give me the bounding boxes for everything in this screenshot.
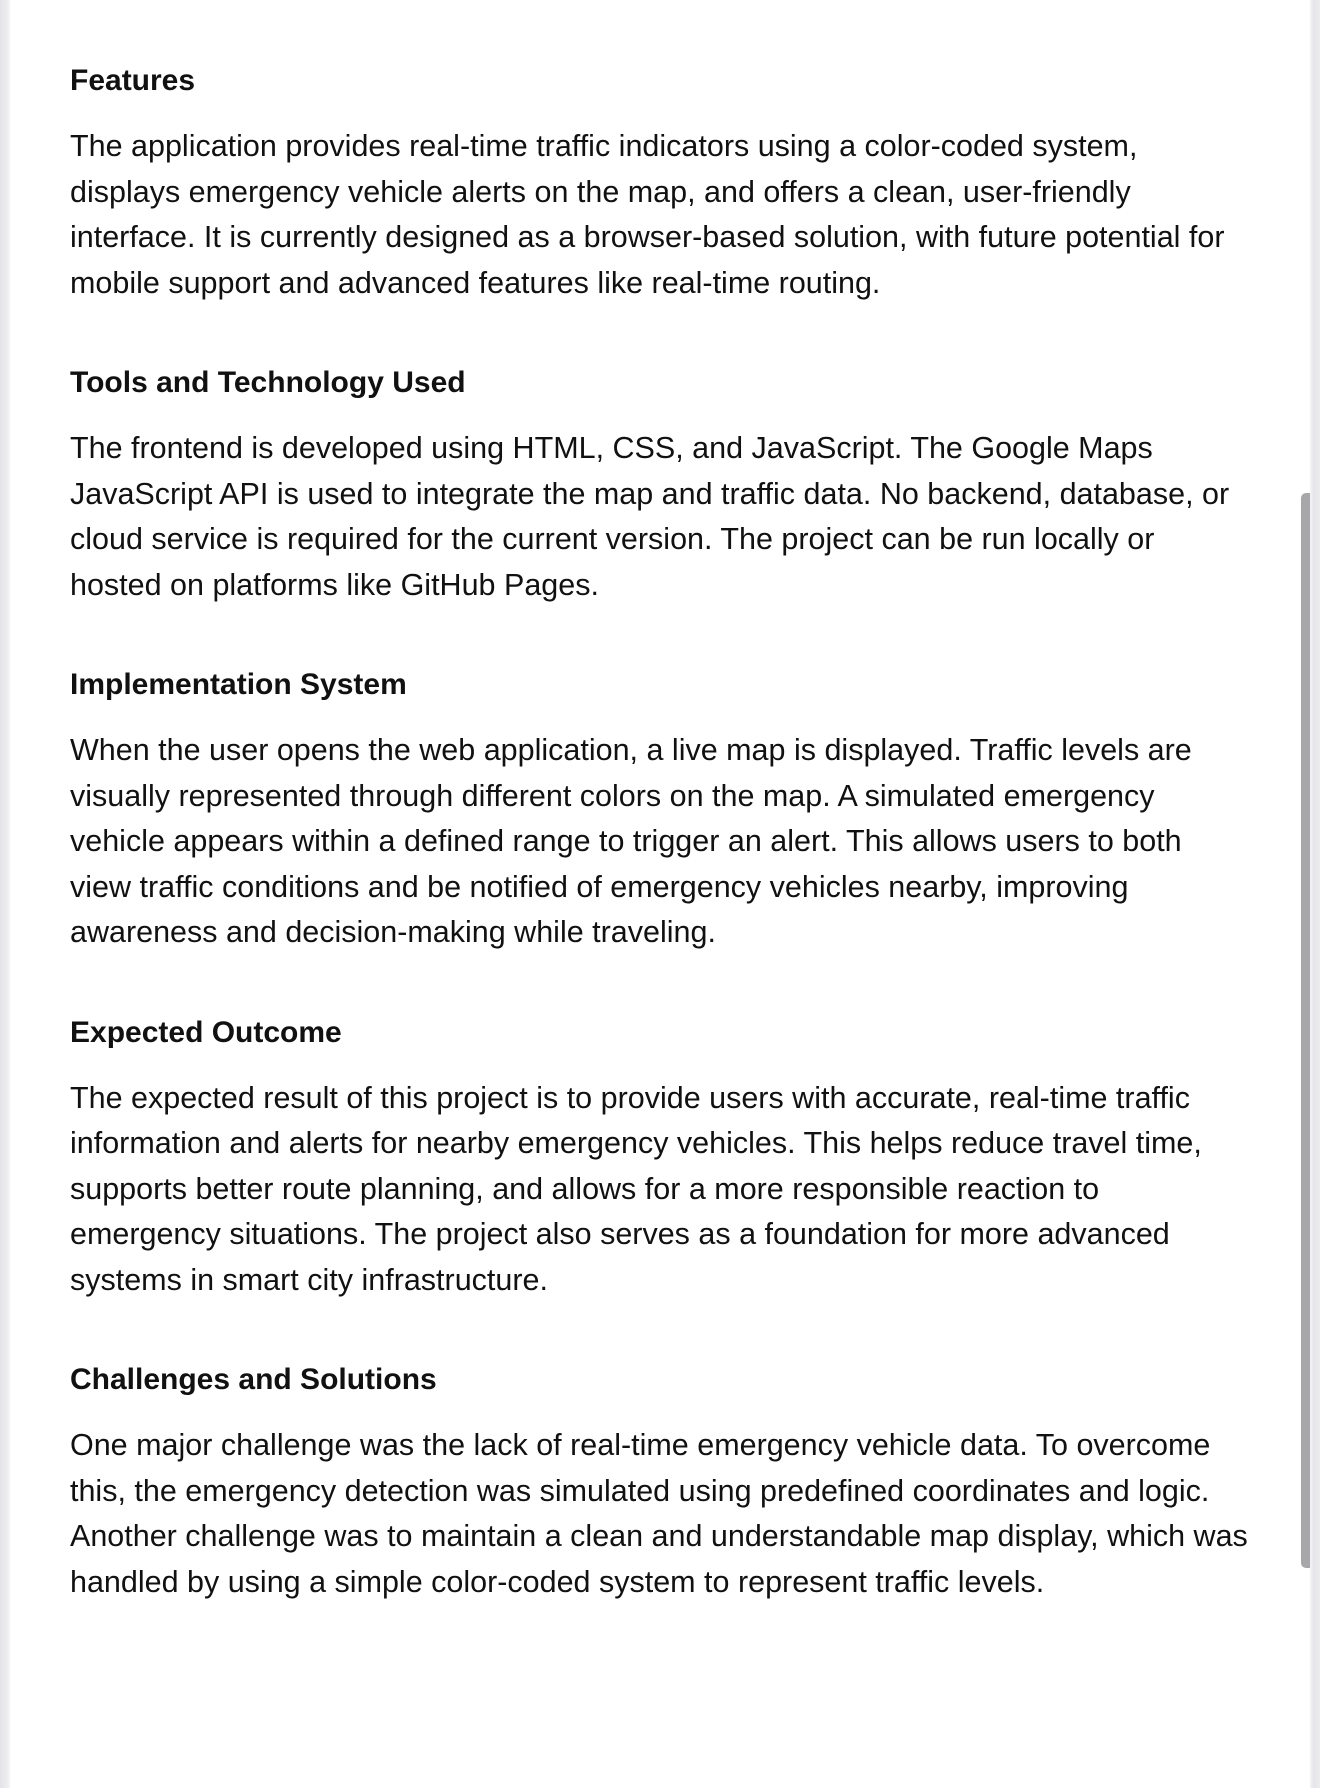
section-heading: Tools and Technology Used bbox=[70, 366, 466, 399]
section-body: When the user opens the web application, a live map is displayed. Traffic levels are visually represented through different colors on the map. A simulated emergency vehicle appears within a defined range to trigger an alert. This allows users to both view traffic conditions and be notified of emergency vehicles nearby, improving awareness and decision-making while traveling. bbox=[70, 733, 1192, 949]
section-challenges-and-solutions bbox=[70, 1362, 1250, 1605]
right-border bbox=[1310, 0, 1320, 1788]
left-border bbox=[0, 0, 10, 1788]
vertical-scrollbar-thumb[interactable] bbox=[1301, 493, 1310, 1568]
section-body: One major challenge was the lack of real-time emergency vehicle data. To overcome this, the emergency detection was simulated using predefined coordinates and logic. Another challenge was to maintain a clean and understandable map display, which was handled by using a simple color-coded system to represent traffic levels. bbox=[70, 1428, 1248, 1599]
section-body: The application provides real-time traffic indicators using a color-coded system, displays emergency vehicle alerts on the map, and offers a clean, user-friendly interface. It is currently designed as a browser-based solution, with future potential for mobile support and advanced features like real-time routing. bbox=[70, 129, 1225, 300]
section-expected-outcome bbox=[70, 1015, 1250, 1304]
section-implementation-system bbox=[70, 667, 1250, 956]
section-tools-and-technology bbox=[70, 365, 1250, 608]
section-features bbox=[70, 63, 1250, 306]
section-heading: Challenges and Solutions bbox=[70, 1363, 437, 1396]
section-heading: Expected Outcome bbox=[70, 1015, 342, 1049]
document-content bbox=[70, 63, 1250, 1664]
section-heading: Implementation System bbox=[70, 668, 407, 701]
section-body: The frontend is developed using HTML, CSS, and JavaScript. The Google Maps JavaScript API is used to integrate the map and traffic data. No backend, database, or cloud service is required for the current version. The project can be run locally or hosted on platforms like GitHub Pages. bbox=[70, 431, 1230, 602]
section-heading: Features bbox=[70, 64, 196, 97]
section-body: The expected result of this project is to provide users with accurate, real-time traffic information and alerts for nearby emergency vehicles. This helps reduce travel time, supports better route planning, and allows for a more responsible reaction to emergency situations. The project also serves as a foundation for more advanced systems in smart city infrastructure. bbox=[70, 1080, 1202, 1297]
